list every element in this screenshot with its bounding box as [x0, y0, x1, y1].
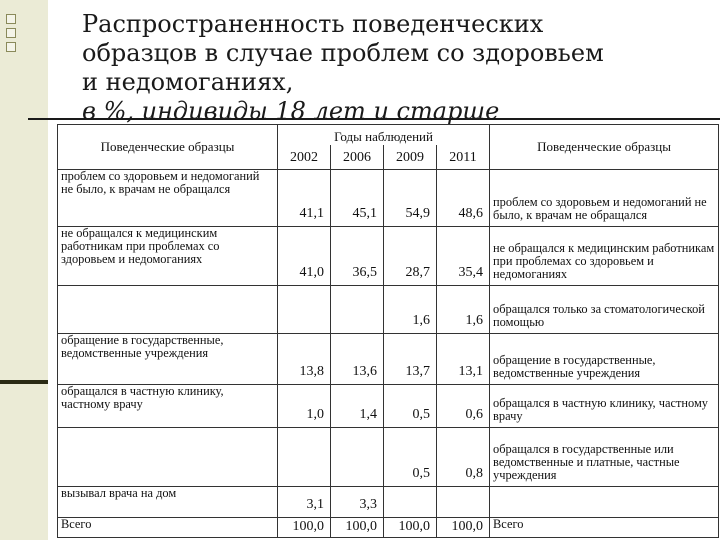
row-label-left: обращение в государственные, ведомственные учреждения: [58, 333, 278, 384]
value-cell: 41,0: [278, 226, 331, 285]
value-cell: 100,0: [278, 517, 331, 537]
table-row: [58, 170, 719, 226]
right-header: Поведенческие образцы: [490, 125, 719, 170]
title-line-3: и недомоганиях,: [82, 68, 294, 96]
row-label-left: Всего: [58, 517, 278, 537]
years-title: Годы наблюдений: [278, 125, 490, 146]
value-cell: 48,6: [437, 170, 490, 226]
row-label-right: Всего: [490, 517, 719, 537]
value-cell: 0,5: [384, 427, 437, 486]
bullet-square-icon: [6, 14, 16, 24]
value-cell: 13,6: [331, 333, 384, 384]
left-header: Поведенческие образцы: [58, 125, 278, 170]
table-row: [58, 486, 719, 517]
value-cell: 13,8: [278, 333, 331, 384]
page-title: [82, 10, 712, 126]
row-label-right: обращался в частную клинику, частному врачу: [490, 384, 719, 427]
header-row: [58, 125, 719, 146]
year-2011: 2011: [437, 145, 490, 170]
value-cell: 100,0: [437, 517, 490, 537]
bullet-square-icon: [6, 42, 16, 52]
value-cell: 28,7: [384, 226, 437, 285]
value-cell: 0,8: [437, 427, 490, 486]
value-cell: 13,7: [384, 333, 437, 384]
value-cell: [278, 427, 331, 486]
value-cell: 0,6: [437, 384, 490, 427]
value-cell: 3,1: [278, 486, 331, 517]
table-row: [58, 226, 719, 285]
title-line-4: в %, индивиды 18 лет и старше: [82, 97, 500, 125]
value-cell: [278, 285, 331, 333]
value-cell: 100,0: [384, 517, 437, 537]
bullet-square-icon: [6, 28, 16, 38]
title-line-1: Распространенность поведенческих: [82, 10, 544, 38]
row-label-left: не обращался к медицинским работникам при проблемах со здоровьем и недомоганиях: [58, 226, 278, 285]
table-row: [58, 384, 719, 427]
row-label-right: обращался в государственные или ведомственные и платные, частные учреждения: [490, 427, 719, 486]
row-label-right: обращался только за стоматологической помощью: [490, 285, 719, 333]
value-cell: 100,0: [331, 517, 384, 537]
year-2006: 2006: [331, 145, 384, 170]
value-cell: 0,5: [384, 384, 437, 427]
left-decorative-stripe: [0, 0, 48, 540]
row-label-right: не обращался к медицинским работникам при проблемах со здоровьем и недомоганиях: [490, 226, 719, 285]
row-label-left: [58, 285, 278, 333]
value-cell: [437, 486, 490, 517]
row-label-right: [490, 486, 719, 517]
row-label-right: обращение в государственные, ведомственные учреждения: [490, 333, 719, 384]
value-cell: 54,9: [384, 170, 437, 226]
value-cell: 1,0: [278, 384, 331, 427]
title-line-2: образцов в случае проблем со здоровьем: [82, 39, 604, 67]
year-2002: 2002: [278, 145, 331, 170]
value-cell: 3,3: [331, 486, 384, 517]
value-cell: 1,6: [384, 285, 437, 333]
data-table: [57, 124, 719, 538]
row-label-right: проблем со здоровьем и недомоганий не было, к врачам не обращался: [490, 170, 719, 226]
value-cell: [384, 486, 437, 517]
row-label-left: [58, 427, 278, 486]
value-cell: [331, 427, 384, 486]
year-2009: 2009: [384, 145, 437, 170]
value-cell: 1,4: [331, 384, 384, 427]
value-cell: 45,1: [331, 170, 384, 226]
row-label-left: обращался в частную клинику, частному врачу: [58, 384, 278, 427]
row-label-left: проблем со здоровьем и недомоганий не было, к врачам не обращался: [58, 170, 278, 226]
value-cell: 35,4: [437, 226, 490, 285]
table-row-total: [58, 517, 719, 537]
accent-bar: [0, 380, 48, 384]
value-cell: 36,5: [331, 226, 384, 285]
table-row: [58, 333, 719, 384]
table-row: [58, 427, 719, 486]
value-cell: [331, 285, 384, 333]
value-cell: 41,1: [278, 170, 331, 226]
value-cell: 1,6: [437, 285, 490, 333]
table-row: [58, 285, 719, 333]
row-label-left: вызывал врача на дом: [58, 486, 278, 517]
value-cell: 13,1: [437, 333, 490, 384]
